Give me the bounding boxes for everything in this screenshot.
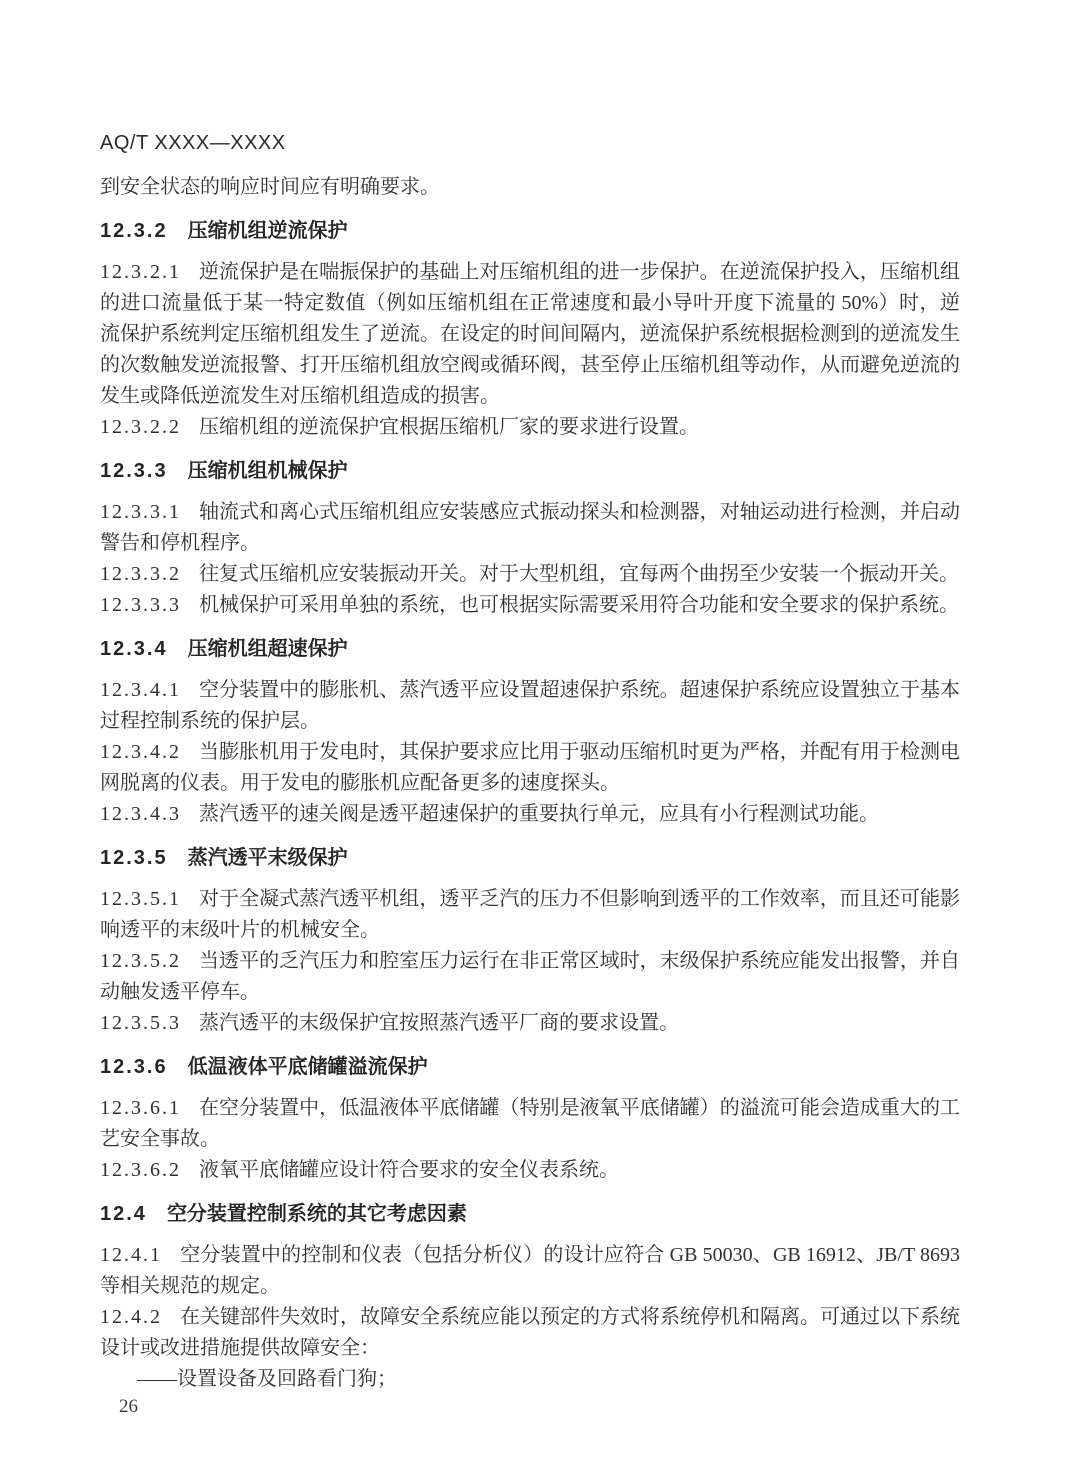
clause-text: 压缩机组逆流保护 — [187, 220, 348, 242]
paragraph — [100, 257, 960, 412]
clause-text: 空分装置中的控制和仪表（包括分析仪）的设计应符合 GB 50030、GB 16912、JB/T 8693 等相关规范的规定。 — [100, 1244, 960, 1297]
clause-text: 压缩机组的逆流保护宜根据压缩机厂家的要求进行设置。 — [199, 416, 699, 438]
clause-text: 轴流式和离心式压缩机组应安装感应式振动探头和检测器，对轴运动进行检测，并启动警告和停机程序。 — [100, 501, 960, 554]
clause-number: 12.3.6.2 — [100, 1159, 181, 1181]
clause-number: 12.3.6 — [100, 1056, 168, 1078]
clause-number: 12.3.4.2 — [100, 741, 181, 763]
clause-number: 12.4.1 — [100, 1244, 162, 1266]
clause-number: 12.3.3 — [100, 460, 168, 482]
clause-text: 往复式压缩机应安装振动开关。对于大型机组，宜每两个曲拐至少安装一个振动开关。 — [199, 563, 959, 585]
clause-text: 蒸汽透平末级保护 — [187, 847, 348, 869]
paragraph — [100, 1240, 960, 1302]
clause-text: 机械保护可采用单独的系统，也可根据实际需要采用符合功能和安全要求的保护系统。 — [199, 594, 959, 616]
clause-number: 12.3.6.1 — [100, 1097, 181, 1119]
section-heading — [100, 1199, 960, 1229]
section-heading — [100, 456, 960, 486]
clause-number: 12.3.2.1 — [100, 261, 181, 283]
section-heading — [100, 1052, 960, 1082]
clause-text: 压缩机组机械保护 — [187, 460, 348, 482]
clause-text: 空分装置控制系统的其它考虑因素 — [166, 1203, 467, 1225]
clause-number: 12.3.5.3 — [100, 1012, 181, 1034]
clause-number: 12.3.3.3 — [100, 594, 181, 616]
section-heading — [100, 634, 960, 664]
clause-number: 12.4 — [100, 1203, 147, 1225]
clause-number: 12.3.2 — [100, 220, 168, 242]
clause-number: 12.4.2 — [100, 1306, 162, 1328]
paragraph — [100, 1008, 960, 1039]
clause-number: 12.3.2.2 — [100, 416, 181, 438]
clause-text: 对于全凝式蒸汽透平机组，透平乏汽的压力不但影响到透平的工作效率，而且还可能影响透平的末级叶片的机械安全。 — [100, 888, 960, 941]
paragraph — [100, 497, 960, 559]
clause-number: 12.3.4.1 — [100, 679, 181, 701]
content-blocks — [100, 172, 960, 1395]
clause-text: 低温液体平底储罐溢流保护 — [187, 1056, 428, 1078]
clause-text: 当膨胀机用于发电时，其保护要求应比用于驱动压缩机时更为严格，并配有用于检测电网脱离的仪表。用于发电的膨胀机应配备更多的速度探头。 — [100, 741, 960, 794]
page-number: 26 — [119, 1396, 138, 1417]
clause-text: 蒸汽透平的速关阀是透平超速保护的重要执行单元，应具有小行程测试功能。 — [199, 803, 879, 825]
clause-number: 12.3.5 — [100, 847, 168, 869]
clause-text: 液氧平底储罐应设计符合要求的安全仪表系统。 — [199, 1159, 619, 1181]
paragraph — [100, 412, 960, 443]
clause-number: 12.3.5.2 — [100, 950, 181, 972]
clause-text: 空分装置中的膨胀机、蒸汽透平应设置超速保护系统。超速保护系统应设置独立于基本过程控制系统的保护层。 — [100, 679, 960, 732]
clause-number: 12.3.4.3 — [100, 803, 181, 825]
clause-number: 12.3.4 — [100, 638, 168, 660]
paragraph — [100, 1302, 960, 1364]
paragraph — [100, 590, 960, 621]
paragraph — [100, 1093, 960, 1155]
clause-text: 当透平的乏汽压力和腔室压力运行在非正常区域时，末级保护系统应能发出报警，并自动触发透平停车。 — [100, 950, 960, 1003]
section-heading — [100, 843, 960, 873]
paragraph — [100, 799, 960, 830]
clause-text: ——设置设备及回路看门狗； — [137, 1368, 397, 1390]
clause-text: 压缩机组超速保护 — [187, 638, 348, 660]
clause-number: 12.3.3.2 — [100, 563, 181, 585]
paragraph — [100, 946, 960, 1008]
section-heading — [100, 216, 960, 246]
paragraph — [100, 737, 960, 799]
paragraph — [100, 559, 960, 590]
clause-text: 蒸汽透平的末级保护宜按照蒸汽透平厂商的要求设置。 — [199, 1012, 679, 1034]
paragraph — [100, 172, 960, 203]
clause-text: 逆流保护是在喘振保护的基础上对压缩机组的进一步保护。在逆流保护投入，压缩机组的进口流量低于某一特定数值（例如压缩机组在正常速度和最小导叶开度下流量的 50%）时，逆流保护系统判定压缩机组发生了逆流。在设定的时间间隔内，逆流保护系统根据检测到的逆流发生的次数触发逆流报警、打开压缩机组放空阀或循环阀，甚至停止压缩机组等动作，从而避免逆流的发生或降低逆流发生对压缩机组造成的损害。 — [100, 261, 960, 407]
clause-text: 在空分装置中，低温液体平底储罐（特别是液氧平底储罐）的溢流可能会造成重大的工艺安全事故。 — [100, 1097, 960, 1150]
clause-number: 12.3.3.1 — [100, 501, 181, 523]
paragraph — [100, 1155, 960, 1186]
paragraph — [100, 884, 960, 946]
paragraph — [100, 675, 960, 737]
document-header: AQ/T XXXX—XXXX — [100, 132, 286, 154]
clause-text: 到安全状态的响应时间应有明确要求。 — [100, 176, 440, 198]
list-item — [100, 1364, 960, 1395]
clause-text: 在关键部件失效时，故障安全系统应能以预定的方式将系统停机和隔离。可通过以下系统设计或改进措施提供故障安全： — [100, 1306, 960, 1359]
clause-number: 12.3.5.1 — [100, 888, 181, 910]
